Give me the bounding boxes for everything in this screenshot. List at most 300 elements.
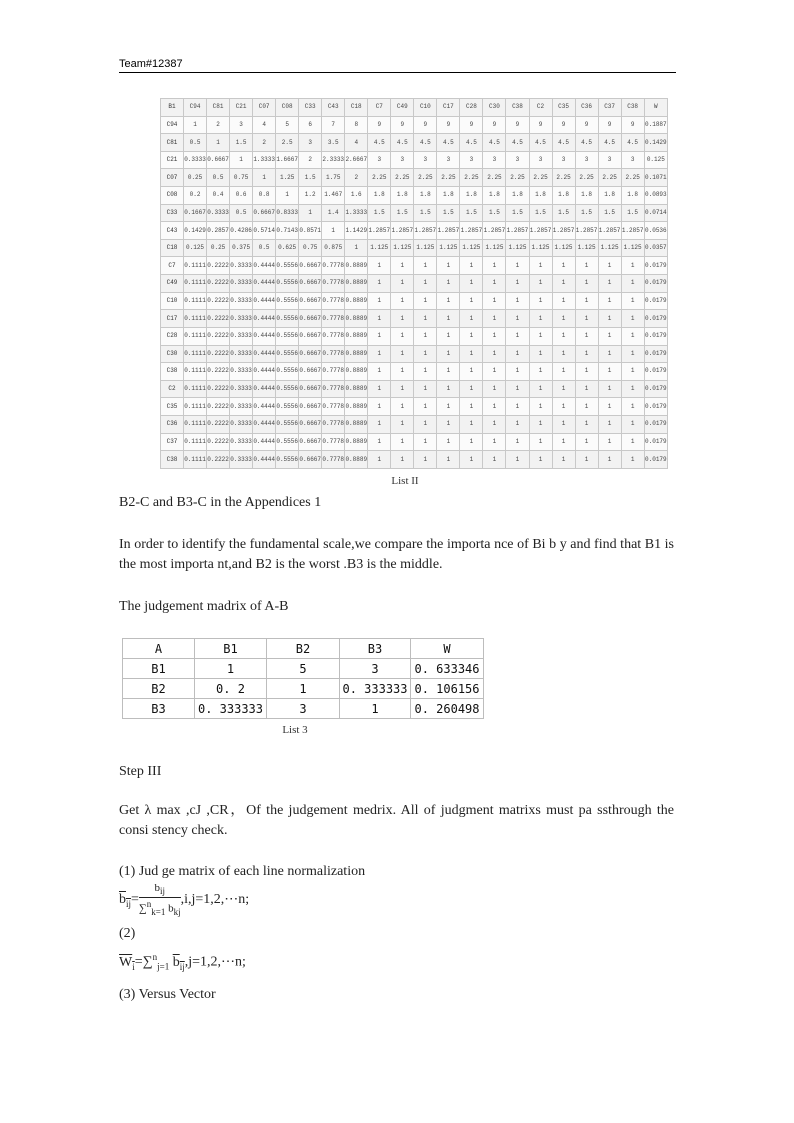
list2-cell: 2.25 [391,169,414,187]
list2-cell: 0.6 [230,187,253,205]
list2-cell: 1 [483,380,506,398]
list2-cell: C33 [299,99,322,117]
list2-cell: 0.7778 [322,327,345,345]
get-paragraph: Get λ max ,cJ ,CR，Of the judgement medrix. All of judgment matrixs must pa ssthrough the consi stency check. [119,803,674,838]
list2-cell: C43 [161,222,184,240]
formula1-fraction: $\frac{b_{ij}}{\sum^n_{k=1} b_{kj}}$ [138,882,181,918]
list2-cell: 0.8889 [345,345,368,363]
list2-cell: 0.3333 [230,275,253,293]
ab-cell: 0. 333333 [195,699,267,719]
list2-cell: 0.2222 [207,451,230,469]
ab-row [123,679,484,699]
list2-cell: 3 [437,151,460,169]
list2-cell: 9 [621,116,644,134]
list2-cell: 2 [253,134,276,152]
ab-cell: 5 [267,659,340,679]
list2-cell: 9 [483,116,506,134]
list2-row [161,398,668,416]
list2-cell: 1 [575,257,598,275]
list2-cell: 1.125 [598,239,621,257]
list2-cell: 0.7778 [322,380,345,398]
list2-cell: 0.3333 [230,310,253,328]
list2-cell: 1 [391,310,414,328]
list2-cell: 9 [598,116,621,134]
list2-cell: 0.125 [644,151,667,169]
list2-cell: 0.4444 [253,380,276,398]
list2-cell: C38 [161,363,184,381]
list2-cell: 1.2857 [368,222,391,240]
list2-cell: 0.4444 [253,292,276,310]
list2-cell: 1 [621,275,644,293]
list2-cell: 9 [506,116,529,134]
list2-cell: 1 [575,380,598,398]
list2-cell: 4 [253,116,276,134]
list2-cell: 1 [529,433,552,451]
ab-cell: 1 [195,659,267,679]
list2-cell: 9 [460,116,483,134]
list2-cell: 1 [368,363,391,381]
list2-cell: 1 [483,257,506,275]
list2-cell: 1 [552,257,575,275]
list2-cell: 1 [621,380,644,398]
list2-cell: C35 [161,398,184,416]
list2-cell: 1 [506,415,529,433]
list2-cell: 1 [414,415,437,433]
list2-cell: 1.125 [437,239,460,257]
list2-cell: 0.5556 [276,275,299,293]
list2-row [161,451,668,469]
list2-cell: 0.4286 [230,222,253,240]
list2-cell: 0.6667 [299,275,322,293]
list2-cell: 4.5 [621,134,644,152]
ab-row [123,659,484,679]
list2-cell: 0.1111 [184,398,207,416]
ab-cell: 1 [267,679,340,699]
list2-cell: 1 [460,275,483,293]
list2-row [161,292,668,310]
list2-cell: 0.4 [207,187,230,205]
list2-cell: C18 [161,239,184,257]
list2-cell: 1 [368,310,391,328]
list2-cell: 1 [529,310,552,328]
list2-cell: 0.5 [253,239,276,257]
list2-cell: 0.0179 [644,257,667,275]
list2-cell: 1.125 [391,239,414,257]
list2-cell: 1.5 [598,204,621,222]
list2-cell: 2.25 [368,169,391,187]
list2-cell: 1 [575,433,598,451]
list2-cell: 0.5714 [253,222,276,240]
list2-cell: 0.0179 [644,292,667,310]
list2-cell: 1.5 [506,204,529,222]
list2-cell: 0.2857 [207,222,230,240]
list2-cell: 0.5 [230,204,253,222]
list2-cell: C81 [161,134,184,152]
list2-cell: 1.125 [575,239,598,257]
list2-cell: 0.6667 [299,345,322,363]
list2-cell: 1 [506,292,529,310]
list2-cell: 4.5 [506,134,529,152]
list2-cell: 0.4444 [253,363,276,381]
list2-cell: 1 [483,415,506,433]
page-header: Team#12387 [119,58,183,70]
list2-cell: 8 [345,116,368,134]
list2-cell: 1 [529,363,552,381]
list2-cell: 1.5 [437,204,460,222]
list2-cell: 2.25 [414,169,437,187]
list2-cell: 3 [230,116,253,134]
list2-cell: 1 [552,363,575,381]
list2-cell: 1.8 [368,187,391,205]
list2-cell: 1.5 [552,204,575,222]
list2-cell: C38 [506,99,529,117]
list2-cell: 1 [552,415,575,433]
list2-cell: 1.4 [322,204,345,222]
list2-row [161,222,668,240]
step3-text: (3) Versus Vector [119,987,216,1002]
list2-cell: 0.2222 [207,257,230,275]
list2-cell: 1 [460,380,483,398]
list2-cell: 0.875 [322,239,345,257]
list2-cell: 0.8571 [299,222,322,240]
list2-cell: 1 [483,327,506,345]
list2-cell: 4.5 [529,134,552,152]
list2-cell: 4 [345,134,368,152]
list2-cell: C38 [621,99,644,117]
list2-cell: 0.1111 [184,292,207,310]
list2-cell: 1.125 [621,239,644,257]
list2-cell: 0.0536 [644,222,667,240]
list2-cell: 1 [207,134,230,152]
list2-cell: 1 [529,451,552,469]
list2-cell: 1 [621,451,644,469]
list2-cell: 3 [621,151,644,169]
list2-cell: C28 [460,99,483,117]
list2-cell: 0.7778 [322,363,345,381]
list2-cell: 1 [414,292,437,310]
list2-cell: 1 [276,187,299,205]
ab-header-row [123,639,484,659]
list2-cell: 1 [391,292,414,310]
list2-cell: C07 [161,169,184,187]
list2-cell: 1 [460,292,483,310]
list2-cell: C18 [345,99,368,117]
list2-cell: 0.7778 [322,345,345,363]
formula-weight: $W_i=\sum^n_{j=1}$ $b_{ij},j=1,2,\cdots n$; [119,952,246,972]
list2-cell: 0.1429 [644,134,667,152]
list2-cell: 1 [483,310,506,328]
list2-cell: 0.8889 [345,292,368,310]
list2-cell: 0.0714 [644,204,667,222]
list2-cell: 0.5556 [276,363,299,381]
list2-cell: 0.8 [253,187,276,205]
list2-cell: C43 [322,99,345,117]
list2-cell: 1 [322,222,345,240]
list2-cell: 4.5 [414,134,437,152]
list2-cell: 1 [598,433,621,451]
list2-cell: 1 [529,257,552,275]
list2-cell: 0.75 [299,239,322,257]
list2-cell: 0.0357 [644,239,667,257]
list2-cell: 0.1111 [184,363,207,381]
list2-cell: 1 [437,415,460,433]
list2-cell: 0.7778 [322,310,345,328]
list2-cell: 1 [368,398,391,416]
list2-row [161,380,668,398]
list2-cell: 1 [345,239,368,257]
list2-cell: 1 [575,398,598,416]
list2-cell: 0.2222 [207,292,230,310]
list2-cell: 0.6667 [299,310,322,328]
list2-cell: 1.8 [552,187,575,205]
list2-row [161,169,668,187]
list2-cell: 0.3333 [230,451,253,469]
list2-cell: C30 [483,99,506,117]
list2-cell: 1 [414,327,437,345]
list2-header-row [161,99,668,117]
list2-cell: 1 [460,363,483,381]
list2-cell: 0.3333 [230,257,253,275]
list2-cell: 0.7778 [322,415,345,433]
list2-cell: C7 [161,257,184,275]
list2-cell: 1.467 [322,187,345,205]
list2-cell: 1 [552,310,575,328]
list2-cell: C49 [391,99,414,117]
ab-cell: 0. 2 [195,679,267,699]
list2-cell: 0.5556 [276,327,299,345]
list2-cell: 1.125 [552,239,575,257]
list2-cell: 4.5 [437,134,460,152]
list2-cell: 1 [598,451,621,469]
list2-cell: 0.7778 [322,257,345,275]
list2-cell: 2.5 [276,134,299,152]
list2-row [161,363,668,381]
list2-cell: 0.3333 [230,415,253,433]
list2-cell: 0.3333 [230,345,253,363]
list2-cell: 1 [368,327,391,345]
ab-cell: B3 [123,699,195,719]
list2-cell: 1 [437,310,460,328]
list2-cell: 1.5 [230,134,253,152]
list2-cell: 1 [552,345,575,363]
formula1-lhs: $b_{ij}$ [119,892,132,910]
list2-cell: 0.3333 [230,398,253,416]
list2-cell: 1 [552,275,575,293]
list2-cell: 9 [368,116,391,134]
list2-cell: 3 [529,151,552,169]
list2-cell: C07 [253,99,276,117]
list2-cell: 1 [437,451,460,469]
list2-cell: 0.1071 [644,169,667,187]
list2-cell: 2.25 [621,169,644,187]
list2-cell: 1 [506,327,529,345]
list2-cell: 1.125 [483,239,506,257]
list2-cell: 1 [368,257,391,275]
list2-cell: 1.5 [529,204,552,222]
appendix-line: B2-C and B3-C in the Appendices 1 [119,495,322,510]
list2-cell: 1 [460,257,483,275]
list2-cell: 0.1111 [184,433,207,451]
list2-cell: 1 [391,415,414,433]
list2-cell: 1 [598,257,621,275]
list2-cell: 3 [414,151,437,169]
list2-cell: 1 [506,398,529,416]
list2-cell: 1.5 [299,169,322,187]
list2-cell: 1.5 [414,204,437,222]
list2-cell: 0.8889 [345,363,368,381]
list2-cell: 0.7778 [322,433,345,451]
list2-cell: 1 [460,345,483,363]
ab-cell: 3 [340,659,411,679]
list2-cell: 0.6667 [207,151,230,169]
list2-cell: 1 [552,292,575,310]
list2-cell: 3 [299,134,322,152]
list2-cell: 2.25 [529,169,552,187]
list2-cell: 4.5 [483,134,506,152]
list2-table [160,98,668,469]
list2-cell: 0.8889 [345,275,368,293]
list2-cell: 1.125 [529,239,552,257]
list2-cell: 1 [414,310,437,328]
list2-cell: 1 [529,275,552,293]
list2-cell: 1 [552,398,575,416]
list2-cell: 0.7778 [322,292,345,310]
list2-cell: 1 [529,345,552,363]
list2-cell: 0.5556 [276,292,299,310]
list2-cell: 3 [460,151,483,169]
list2-cell: 1 [253,169,276,187]
list2-cell: 9 [575,116,598,134]
list2-cell: 1 [414,380,437,398]
matrix-title: The judgement madrix of A-B [119,599,289,614]
list2-cell: C10 [414,99,437,117]
list2-cell: 0.75 [230,169,253,187]
list2-cell: 1.5 [391,204,414,222]
list2-cell: 1.75 [322,169,345,187]
list2-cell: 0.2222 [207,363,230,381]
list2-cell: 2.25 [483,169,506,187]
list2-cell: 0.8889 [345,398,368,416]
list2-cell: 0.3333 [184,151,207,169]
list2-cell: 1.2857 [414,222,437,240]
list2-cell: 1 [414,257,437,275]
list2-cell: 1 [598,345,621,363]
list2-cell: 1 [506,275,529,293]
list2-cell: 1 [483,275,506,293]
list2-cell: 0.2222 [207,433,230,451]
list2-row [161,327,668,345]
list2-cell: 1 [598,380,621,398]
list2-cell: 0.0179 [644,415,667,433]
list2-cell: 1 [552,380,575,398]
list2-cell: 1 [368,433,391,451]
list2-cell: 0.2222 [207,380,230,398]
list2-cell: 0.4444 [253,345,276,363]
list2-cell: 1 [575,345,598,363]
list2-cell: C94 [184,99,207,117]
step1-text: (1) Jud ge matrix of each line normalization [119,864,366,879]
list2-cell: C2 [529,99,552,117]
list2-cell: 1 [506,363,529,381]
list2-cell: 0.1111 [184,451,207,469]
list2-cell: C36 [575,99,598,117]
ab-row [123,699,484,719]
ab-cell: 0. 333333 [340,679,411,699]
list2-cell: 1 [414,451,437,469]
list2-cell: 1 [299,204,322,222]
list2-cell: 1.2857 [575,222,598,240]
list2-cell: C21 [230,99,253,117]
list2-cell: 1 [621,292,644,310]
list2-cell: 0.8889 [345,327,368,345]
list2-cell: 1 [437,327,460,345]
list2-cell: 0.0179 [644,345,667,363]
list2-cell: 1.2857 [437,222,460,240]
list2-row [161,345,668,363]
list2-cell: 3 [575,151,598,169]
list2-cell: 0.6667 [253,204,276,222]
list2-cell: 0.6667 [299,415,322,433]
list2-cell: 1.5 [621,204,644,222]
list2-cell: 0.0179 [644,275,667,293]
list2-cell: 0.2222 [207,310,230,328]
list2-cell: 2.3333 [322,151,345,169]
list2-cell: 1.3333 [253,151,276,169]
list2-cell: 2.25 [437,169,460,187]
list2-cell: 3 [506,151,529,169]
list2-cell: 0.8889 [345,257,368,275]
list2-cell: 0.5556 [276,415,299,433]
ab-header-cell: B2 [267,639,340,659]
list2-cell: 1 [391,380,414,398]
list2-cell: 1.6 [345,187,368,205]
list2-cell: 1 [391,327,414,345]
list2-cell: 0.1429 [184,222,207,240]
list2-cell: 1.8 [621,187,644,205]
list2-cell: 1.8 [437,187,460,205]
list2-cell: 1.6667 [276,151,299,169]
list2-cell: 1 [437,398,460,416]
list2-cell: C17 [161,310,184,328]
list2-cell: 1 [621,327,644,345]
list2-cell: 1.3333 [345,204,368,222]
list2-cell: 1.2857 [506,222,529,240]
ab-header-cell: B1 [195,639,267,659]
list2-cell: 1 [575,275,598,293]
header-rule [119,72,676,73]
list2-cell: 1.8 [483,187,506,205]
list2-cell: 4.5 [460,134,483,152]
list2-cell: 0.7778 [322,275,345,293]
list2-cell: 0.4444 [253,415,276,433]
list2-cell: 3 [368,151,391,169]
list2-cell: 0.5556 [276,257,299,275]
list2-cell: 0.1111 [184,275,207,293]
list2-cell: 0.3333 [207,204,230,222]
list2-cell: C08 [161,187,184,205]
list2-cell: 1 [368,380,391,398]
list2-cell: 1 [575,451,598,469]
list2-cell: 9 [414,116,437,134]
list2-row [161,257,668,275]
list2-cell: 4.5 [368,134,391,152]
list2-cell: 0.6667 [299,363,322,381]
list2-cell: 0.4444 [253,398,276,416]
list2-cell: 0.6667 [299,398,322,416]
list2-cell: 1 [506,345,529,363]
list2-cell: 1.5 [460,204,483,222]
ab-cell: B2 [123,679,195,699]
